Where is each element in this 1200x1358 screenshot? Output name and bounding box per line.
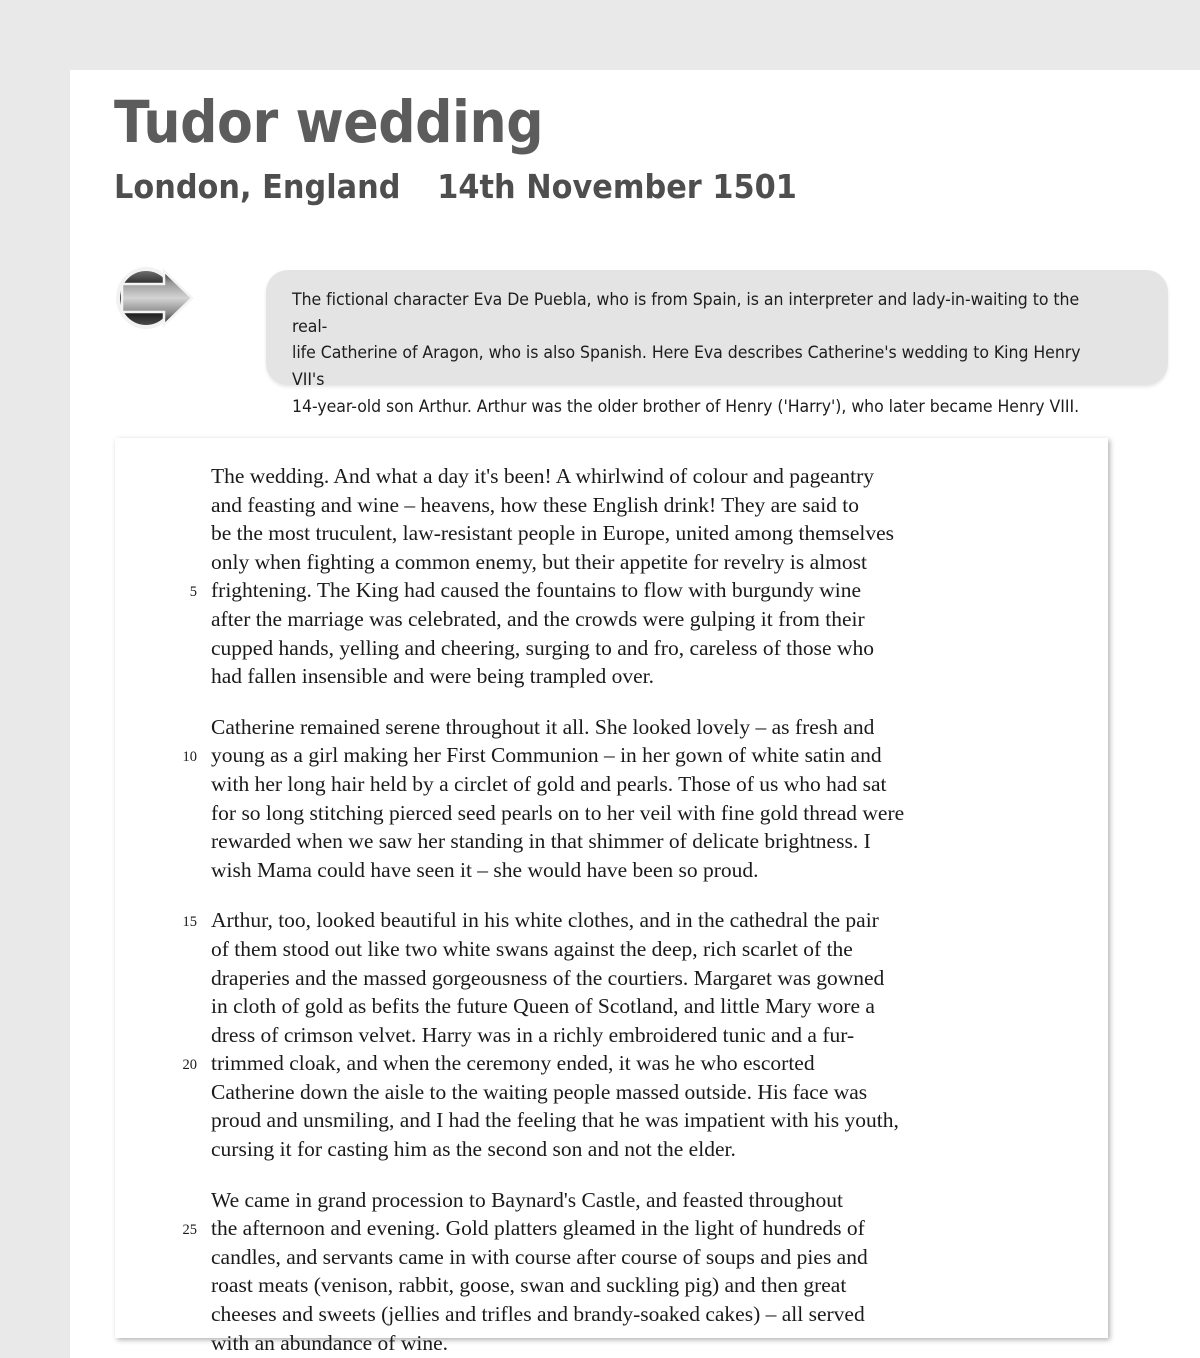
passage-line [211,1186,1030,1215]
line-number: 15 [182,914,197,931]
passage-line-text: the afternoon and evening. Gold platters gleamed in the light of hundreds of [211,1216,865,1241]
line-number: 20 [182,1057,197,1074]
passage-line [211,462,1030,491]
page-title: Tudor wedding [114,88,544,156]
passage-line [211,856,1030,885]
intro-box [266,270,1168,416]
document-subtitle [114,167,1113,206]
passage-line-text: for so long stitching pierced seed pearls on to her veil with fine gold thread were [211,800,905,825]
passage-line-text: Catherine down the aisle to the waiting people massed outside. His face was [211,1079,868,1104]
passage-line-text: only when fighting a common enemy, but their appetite for revelry is almost [211,549,867,574]
passage-line [211,799,1030,828]
passage-line [211,1243,1030,1272]
passage-line [211,634,1030,663]
intro-line-1: The fictional character Eva De Puebla, who is from Spain, is an interpreter and lady-in-waiting to the real- [292,289,1080,336]
passage-line [211,491,1030,520]
passage-line-text: The wedding. And what a day it's been! A whirlwind of colour and pageantry [211,464,875,488]
intro-line-2: life Catherine of Aragon, who is also Spanish. Here Eva describes Catherine's wedding to King Henry VII's [292,343,1081,390]
passage-paragraph [115,713,1108,885]
passage-line-text: cheeses and sweets (jellies and trifles and brandy-soaked cakes) – all served [211,1302,865,1327]
passage-line [182,741,1030,770]
document-place: London, England [114,166,401,206]
passage-line-text: wish Mama could have seen it – she would have been so proud. [211,857,759,882]
paragraph-lines [182,906,1030,1163]
passage-line [182,1214,1030,1243]
passage-line [211,1271,1030,1300]
document-date: 14th November 1501 [437,166,797,206]
passage-paragraph [115,1186,1108,1358]
passage-line-text: candles, and servants came in with course after course of soups and pies and [211,1244,868,1269]
passage-line-text: of them stood out like two white swans against the deep, rich scarlet of the [211,936,853,961]
passage-line-text: dress of crimson velvet. Harry was in a richly embroidered tunic and a fur- [211,1022,855,1047]
document-header [70,70,1200,206]
passage-line-text: and feasting and wine – heavens, how these English drink! They are said to [211,492,860,517]
passage-line-text: with her long hair held by a circlet of gold and pearls. Those of us who had sat [211,771,887,796]
paragraph-lines [182,713,1030,885]
passage-line [211,1329,1030,1358]
passage-panel [115,438,1108,1355]
passage-line [211,992,1030,1021]
line-number: 5 [189,584,197,601]
passage-line-text: young as a girl making her First Communion – in her gown of white satin and [211,743,882,768]
passage-line-text: cupped hands, yelling and cheering, surging to and fro, careless of those who [211,635,874,660]
passage-line [211,662,1030,691]
passage-line [182,1049,1030,1078]
passage-line [211,964,1030,993]
passage-line [211,770,1030,799]
intro-callout [70,258,1200,416]
passage-line [211,1106,1030,1135]
passage-line [211,1078,1030,1107]
passage-line-text: Arthur, too, looked beautiful in his white clothes, and in the cathedral the pair [211,908,879,933]
passage-line-text: proud and unsmiling, and I had the feeling that he was impatient with his youth, [211,1108,899,1133]
worksheet-page [70,70,1200,1358]
passage-paragraph [115,462,1108,691]
line-number: 10 [182,749,197,766]
paragraph-lines [189,462,1030,691]
passage-line-text: draperies and the massed gorgeousness of the courtiers. Margaret was gowned [211,965,885,990]
passage-line [182,906,1030,935]
passage-line [211,519,1030,548]
passage-paragraph [115,906,1108,1163]
passage-line-text: Catherine remained serene throughout it all. She looked lovely – as fresh and [211,714,875,739]
paragraph-lines [182,1186,1030,1358]
passage-line [211,1021,1030,1050]
passage-line [211,1300,1030,1329]
passage-line-text: had fallen insensible and were being trampled over. [211,664,654,689]
passage-line [189,576,1030,605]
speaker-arrow-icon [112,262,196,334]
passage-line-text: with an abundance of wine. [211,1330,449,1355]
passage-line-text: cursing it for casting him as the second son and not the elder. [211,1137,736,1162]
passage-line [211,605,1030,634]
passage-line [211,935,1030,964]
passage-line-text: frightening. The King had caused the fountains to flow with burgundy wine [211,578,862,603]
passage-line [211,827,1030,856]
passage-line-text: We came in grand procession to Baynard's Castle, and feasted throughout [211,1187,844,1212]
passage-line [211,713,1030,742]
intro-line-3: 14-year-old son Arthur. Arthur was the older brother of Henry ('Harry'), who later became Henry VIII. [292,396,1080,416]
passage-line [211,548,1030,577]
passage-line-text: rewarded when we saw her standing in that shimmer of delicate brightness. I [211,829,871,854]
passage-line-text: trimmed cloak, and when the ceremony ended, it was he who escorted [211,1051,815,1076]
line-number: 25 [182,1222,197,1239]
passage-body [115,462,1108,1357]
passage-line [211,1135,1030,1164]
passage-line-text: after the marriage was celebrated, and the crowds were gulping it from their [211,606,865,631]
passage-line-text: be the most truculent, law-resistant people in Europe, united among themselves [211,521,895,546]
passage-line-text: roast meats (venison, rabbit, goose, swan and suckling pig) and then great [211,1273,847,1298]
passage-line-text: in cloth of gold as befits the future Queen of Scotland, and little Mary wore a [211,994,875,1019]
